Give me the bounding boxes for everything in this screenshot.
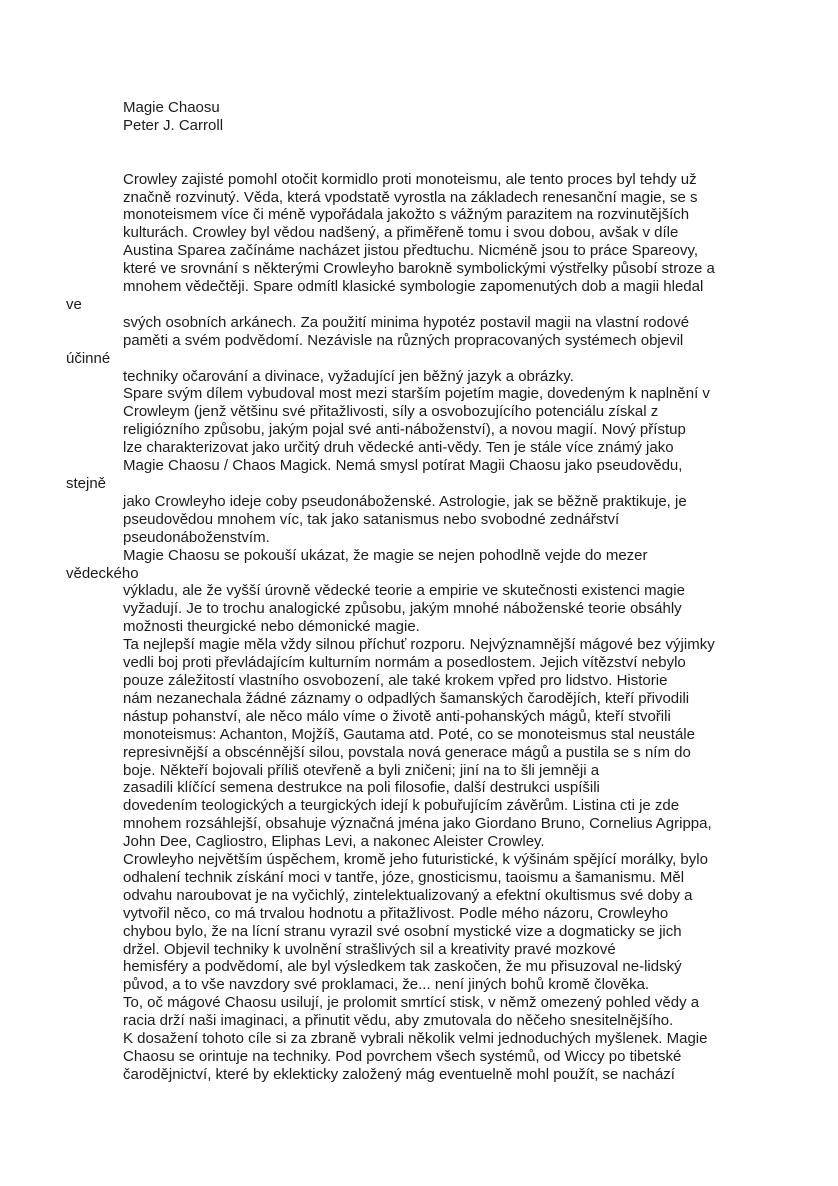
text-line: K dosažení tohoto cíle si za zbraně vybrali několik velmi jednoduchých myšlenek. Magie	[123, 1030, 708, 1048]
text-line: monoteismus: Achanton, Mojžíš, Gautama atd. Poté, co se monoteismus stal neustále	[123, 725, 695, 743]
text-line: čarodějnictví, které by eklekticky založený mág eventuelně mohl použít, se nachází	[123, 1065, 675, 1083]
text-line: vědeckého	[66, 564, 139, 582]
text-line: kulturách. Crowley byl vědou nadšený, a přiměřeně tomu i svou dobou, avšak v díle	[123, 224, 679, 242]
text-line: Crowley zajisté pomohl otočit kormidlo proti monoteismu, ale tento proces byl tehdy už	[123, 170, 697, 188]
text-line: Spare svým dílem vybudoval most mezi starším pojetím magie, dovedeným k naplnění v	[123, 385, 710, 403]
text-line: možnosti theurgické nebo démonické magie.	[123, 618, 420, 636]
text-line: mnohem rozsáhlejší, obsahuje význačná jména jako Giordano Bruno, Cornelius Agrippa,	[123, 815, 712, 833]
document-title: Magie Chaosu	[123, 99, 220, 116]
text-line: Austina Sparea začínáme nacházet jistou předtuchu. Nicméně jsou to práce Spareovy,	[123, 242, 699, 260]
text-line: To, oč mágové Chaosu usilují, je prolomit smrtící stisk, v němž omezený pohled vědy a	[123, 994, 700, 1012]
text-line: vyžadují. Je to trochu analogické způsobu, jakým mnohé náboženské teorie obsáhly	[123, 600, 682, 618]
text-line: paměti a svém podvědomí. Nezávisle na různých propracovaných systémech objevil	[123, 331, 684, 349]
text-line: značně rozvinutý. Věda, která vpodstatě vyrostla na základech renesanční magie, se s	[123, 188, 698, 206]
text-line: pouze záležitostí vlastního osvobození, ale také krokem vpřed pro lidstvo. Historie	[123, 671, 668, 689]
text-line: mnohem vědečtěji. Spare odmítl klasické symbologie zapomenutých dob a magii hledal	[123, 278, 704, 296]
text-line: původ, a to vše navzdory své proklamaci, že... není jiných bohů kromě člověka.	[123, 976, 650, 994]
document-body	[66, 171, 798, 1084]
text-line: nástup pohanství, ale něco málo víme o životě anti-pohanských mágů, kteří stvořili	[123, 707, 671, 725]
text-line: ve	[66, 295, 82, 313]
text-line: hemisféry a podvědomí, ale byl výsledkem tak zaskočen, že mu přisuzoval ne-lidský	[123, 958, 682, 976]
text-line: vytvořil něco, co má trvalou hodnotu a přitažlivost. Podle mého názoru, Crowleyho	[123, 904, 669, 922]
text-line: odhalení technik získání moci v tantře, józe, gnosticismu, taoismu a šamanismu. Měl	[123, 868, 685, 886]
text-line: stejně	[66, 475, 107, 493]
text-line: Crowleyho největším úspěchem, kromě jeho futuristické, k výšinám spějící morálky, bylo	[123, 851, 708, 869]
text-line: pseudonáboženstvím.	[123, 528, 270, 546]
text-line: Chaosu se orintuje na techniky. Pod povrchem všech systémů, od Wiccy po tibetské	[123, 1048, 682, 1066]
text-line: pseudovědou mnohem víc, tak jako satanismus nebo svobodné zednářství	[123, 510, 620, 528]
text-line: vedli boj proti převládajícím kulturním normám a posedlostem. Jejich vítězství nebylo	[123, 654, 686, 672]
text-line: monoteismem více či méně vypořádala jakožto s vážným parazitem na rozvinutějších	[123, 206, 690, 224]
text-line: držel. Objevil techniky k uvolnění strašlivých sil a kreativity pravé mozkové	[123, 940, 616, 958]
document-author: Peter J. Carroll	[123, 116, 224, 134]
document-header	[66, 99, 798, 135]
text-line: John Dee, Cagliostro, Eliphas Levi, a nakonec Aleister Crowley.	[123, 833, 545, 851]
text-line: religiózního způsobu, jakým pojal své anti-náboženství), a novou magií. Nový přístup	[123, 421, 686, 439]
text-line: chybou bylo, že na lícní stranu vyrazil své osobní mystické vize a dogmaticky se jich	[123, 922, 682, 940]
text-line: lze charakterizovat jako určitý druh vědecké anti-vědy. Ten je stále více známý jako	[123, 439, 674, 457]
text-line: odvahu naroubovat je na vyčichlý, zintelektualizovaný a efektní okultismus své doby a	[123, 886, 693, 904]
text-line: jako Crowleyho ideje coby pseudonáboženské. Astrologie, jak se běžně praktikuje, je	[123, 492, 687, 510]
text-line: Magie Chaosu / Chaos Magick. Nemá smysl potírat Magii Chaosu jako pseudovědu,	[123, 457, 683, 475]
text-line: které ve srovnání s některými Crowleyho barokně symbolickými výstřelky působí stroze a	[123, 260, 715, 278]
text-line: účinné	[66, 349, 111, 367]
text-line: dovedením teologických a teurgických idejí k pobuřujícím závěrům. Listina cti je zde	[123, 797, 680, 815]
text-line: výkladu, ale že vyšší úrovně vědecké teorie a empirie ve skutečnosti existenci magie	[123, 582, 685, 600]
text-line: nám nezanechala žádné záznamy o odpadlých šamanských čarodějích, kteří přivodili	[123, 689, 690, 707]
text-line: techniky očarování a divinace, vyžadující jen běžný jazyk a obrázky.	[123, 367, 574, 385]
text-line: Ta nejlepší magie měla vždy silnou příchuť rozporu. Nejvýznamnější mágové bez výjimky	[123, 636, 715, 654]
text-line: represivnější a obscénnější silou, povstala nová generace mágů a pustila se s ním do	[123, 743, 691, 761]
text-line: zasadili klíčící semena destrukce na poli filosofie, další destrukci uspíšili	[123, 779, 600, 797]
text-line: Magie Chaosu se pokouší ukázat, že magie se nejen pohodlně vejde do mezer	[123, 546, 648, 564]
text-line: svých osobních arkánech. Za použití minima hypotéz postavil magii na vlastní rodové	[123, 313, 690, 331]
text-line: Crowleym (jenž většinu své přitažlivosti, síly a osvobozujícího potenciálu získal z	[123, 403, 659, 421]
text-line: boje. Někteří bojovali příliš otevřeně a byli zničeni; jiní na to šli jemněji a	[123, 761, 600, 779]
text-line: racia drží naši imaginaci, a přinutit vědu, aby zmutovala do něčeho snesitelnějšího.	[123, 1012, 674, 1030]
